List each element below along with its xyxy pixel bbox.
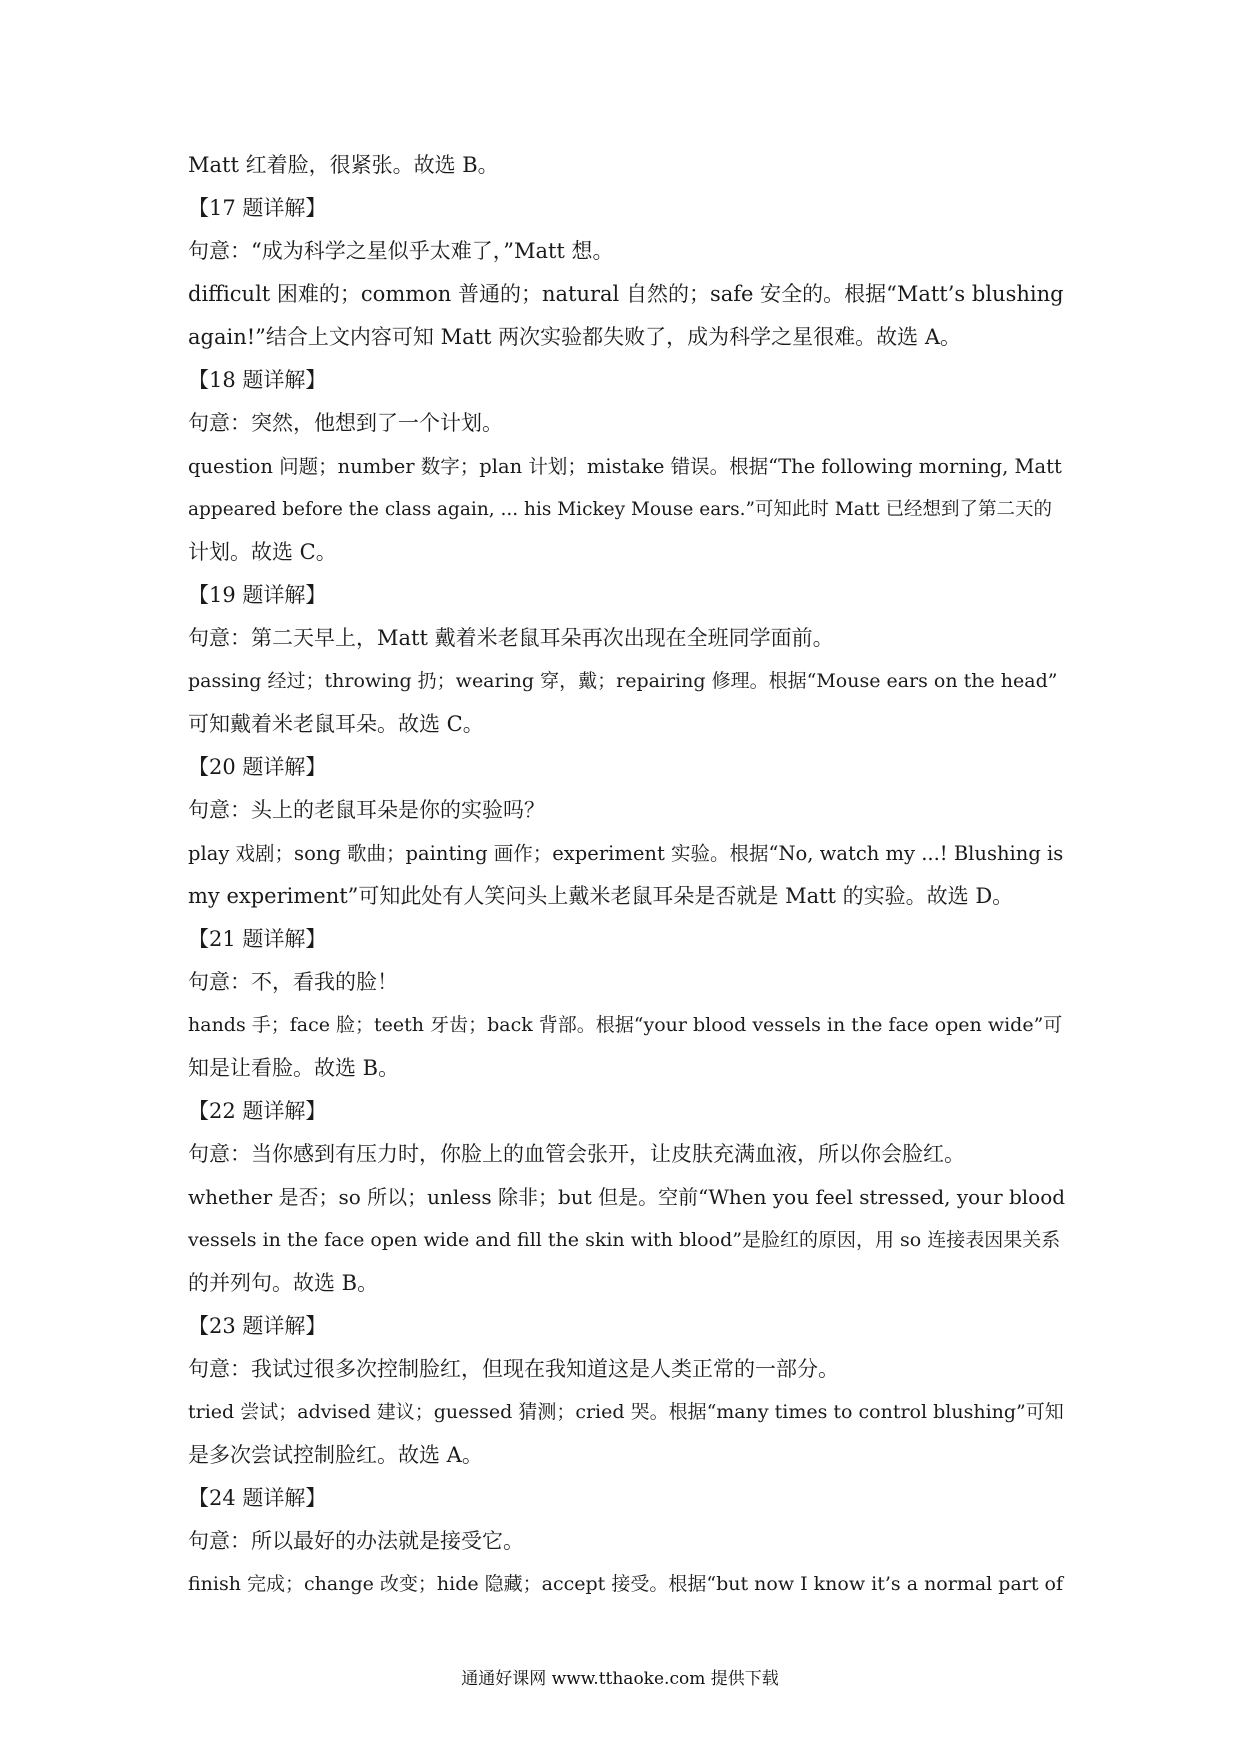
text-line: hands 手；face 脸；teeth 牙齿；back 背部。根据“your blood vessels in the face open wide”可 <box>188 1014 1063 1036</box>
text-line: finish 完成；change 改变；hide 隐藏；accept 接受。根据“but now I know it’s a normal part of <box>188 1573 1064 1595</box>
text-line: play 戏剧；song 歌曲；painting 画作；experiment 实验。根据“No, watch my ...! Blushing is <box>188 842 1064 865</box>
section-heading: 【24 题详解】 <box>188 1486 327 1510</box>
section-heading: 【23 题详解】 <box>188 1314 327 1338</box>
text-line: whether 是否；so 所以；unless 除非；but 但是。空前“When you feel stressed, your blood <box>188 1185 1066 1209</box>
text-line: 句意：不，看我的脸！ <box>188 970 398 994</box>
document-body <box>188 144 1068 1606</box>
text-line: passing 经过；throwing 扔；wearing 穿，戴；repairing 修理。根据“Mouse ears on the head” <box>188 670 1058 692</box>
text-line: my experiment”可知此处有人笑问头上戴米老鼠耳朵是否就是 Matt 的实验。故选 D。 <box>188 884 1014 908</box>
text-line: again!”结合上文内容可知 Matt 两次实验都失败了，成为科学之星很难。故选 A。 <box>188 325 961 349</box>
section-heading: 【22 题详解】 <box>188 1099 327 1123</box>
text-line: difficult 困难的；common 普通的；natural 自然的；safe 安全的。根据“Matt’s blushing <box>188 282 1064 306</box>
text-line: 句意：我试过很多次控制脸红，但现在我知道这是人类正常的一部分。 <box>188 1357 839 1381</box>
text-line: 句意：所以最好的办法就是接受它。 <box>188 1529 524 1553</box>
text-line: 是多次尝试控制脸红。故选 A。 <box>188 1443 483 1467</box>
text-line: 句意：当你感到有压力时，你脸上的血管会张开，让皮肤充满血液，所以你会脸红。 <box>188 1142 965 1166</box>
text-line: 知是让看脸。故选 B。 <box>188 1056 400 1080</box>
text-line: 句意：第二天早上，Matt 戴着米老鼠耳朵再次出现在全班同学面前。 <box>188 626 834 650</box>
text-line: 句意：“成为科学之星似乎太难了，”Matt 想。 <box>188 239 614 263</box>
section-heading: 【19 题详解】 <box>188 583 327 607</box>
text-line: vessels in the face open wide and fill the skin with blood”是脸红的原因，用 so 连接表因果关系 <box>188 1229 1061 1251</box>
text-line: 可知戴着米老鼠耳朵。故选 C。 <box>188 712 484 736</box>
section-heading: 【21 题详解】 <box>188 927 327 951</box>
text-line: 计划。故选 C。 <box>188 540 337 564</box>
section-heading: 【17 题详解】 <box>188 196 327 220</box>
text-line: question 问题；number 数字；plan 计划；mistake 错误。根据“The following morning, Matt <box>188 455 1062 478</box>
text-line: 句意：头上的老鼠耳朵是你的实验吗？ <box>188 798 545 822</box>
text-line: 句意：突然，他想到了一个计划。 <box>188 411 503 435</box>
text-line: tried 尝试；advised 建议；guessed 猜测；cried 哭。根据“many times to control blushing”可知 <box>188 1401 1064 1423</box>
text-line: Matt 红着脸，很紧张。故选 B。 <box>188 153 499 177</box>
text-line: 的并列句。故选 B。 <box>188 1271 379 1295</box>
text-line: appeared before the class again, ... his Mickey Mouse ears.”可知此时 Matt 已经想到了第二天的 <box>188 499 1053 520</box>
page-footer: 通通好课网 www.tthaoke.com 提供下载 <box>461 1669 779 1689</box>
section-heading: 【20 题详解】 <box>188 755 327 779</box>
section-heading: 【18 题详解】 <box>188 368 327 392</box>
